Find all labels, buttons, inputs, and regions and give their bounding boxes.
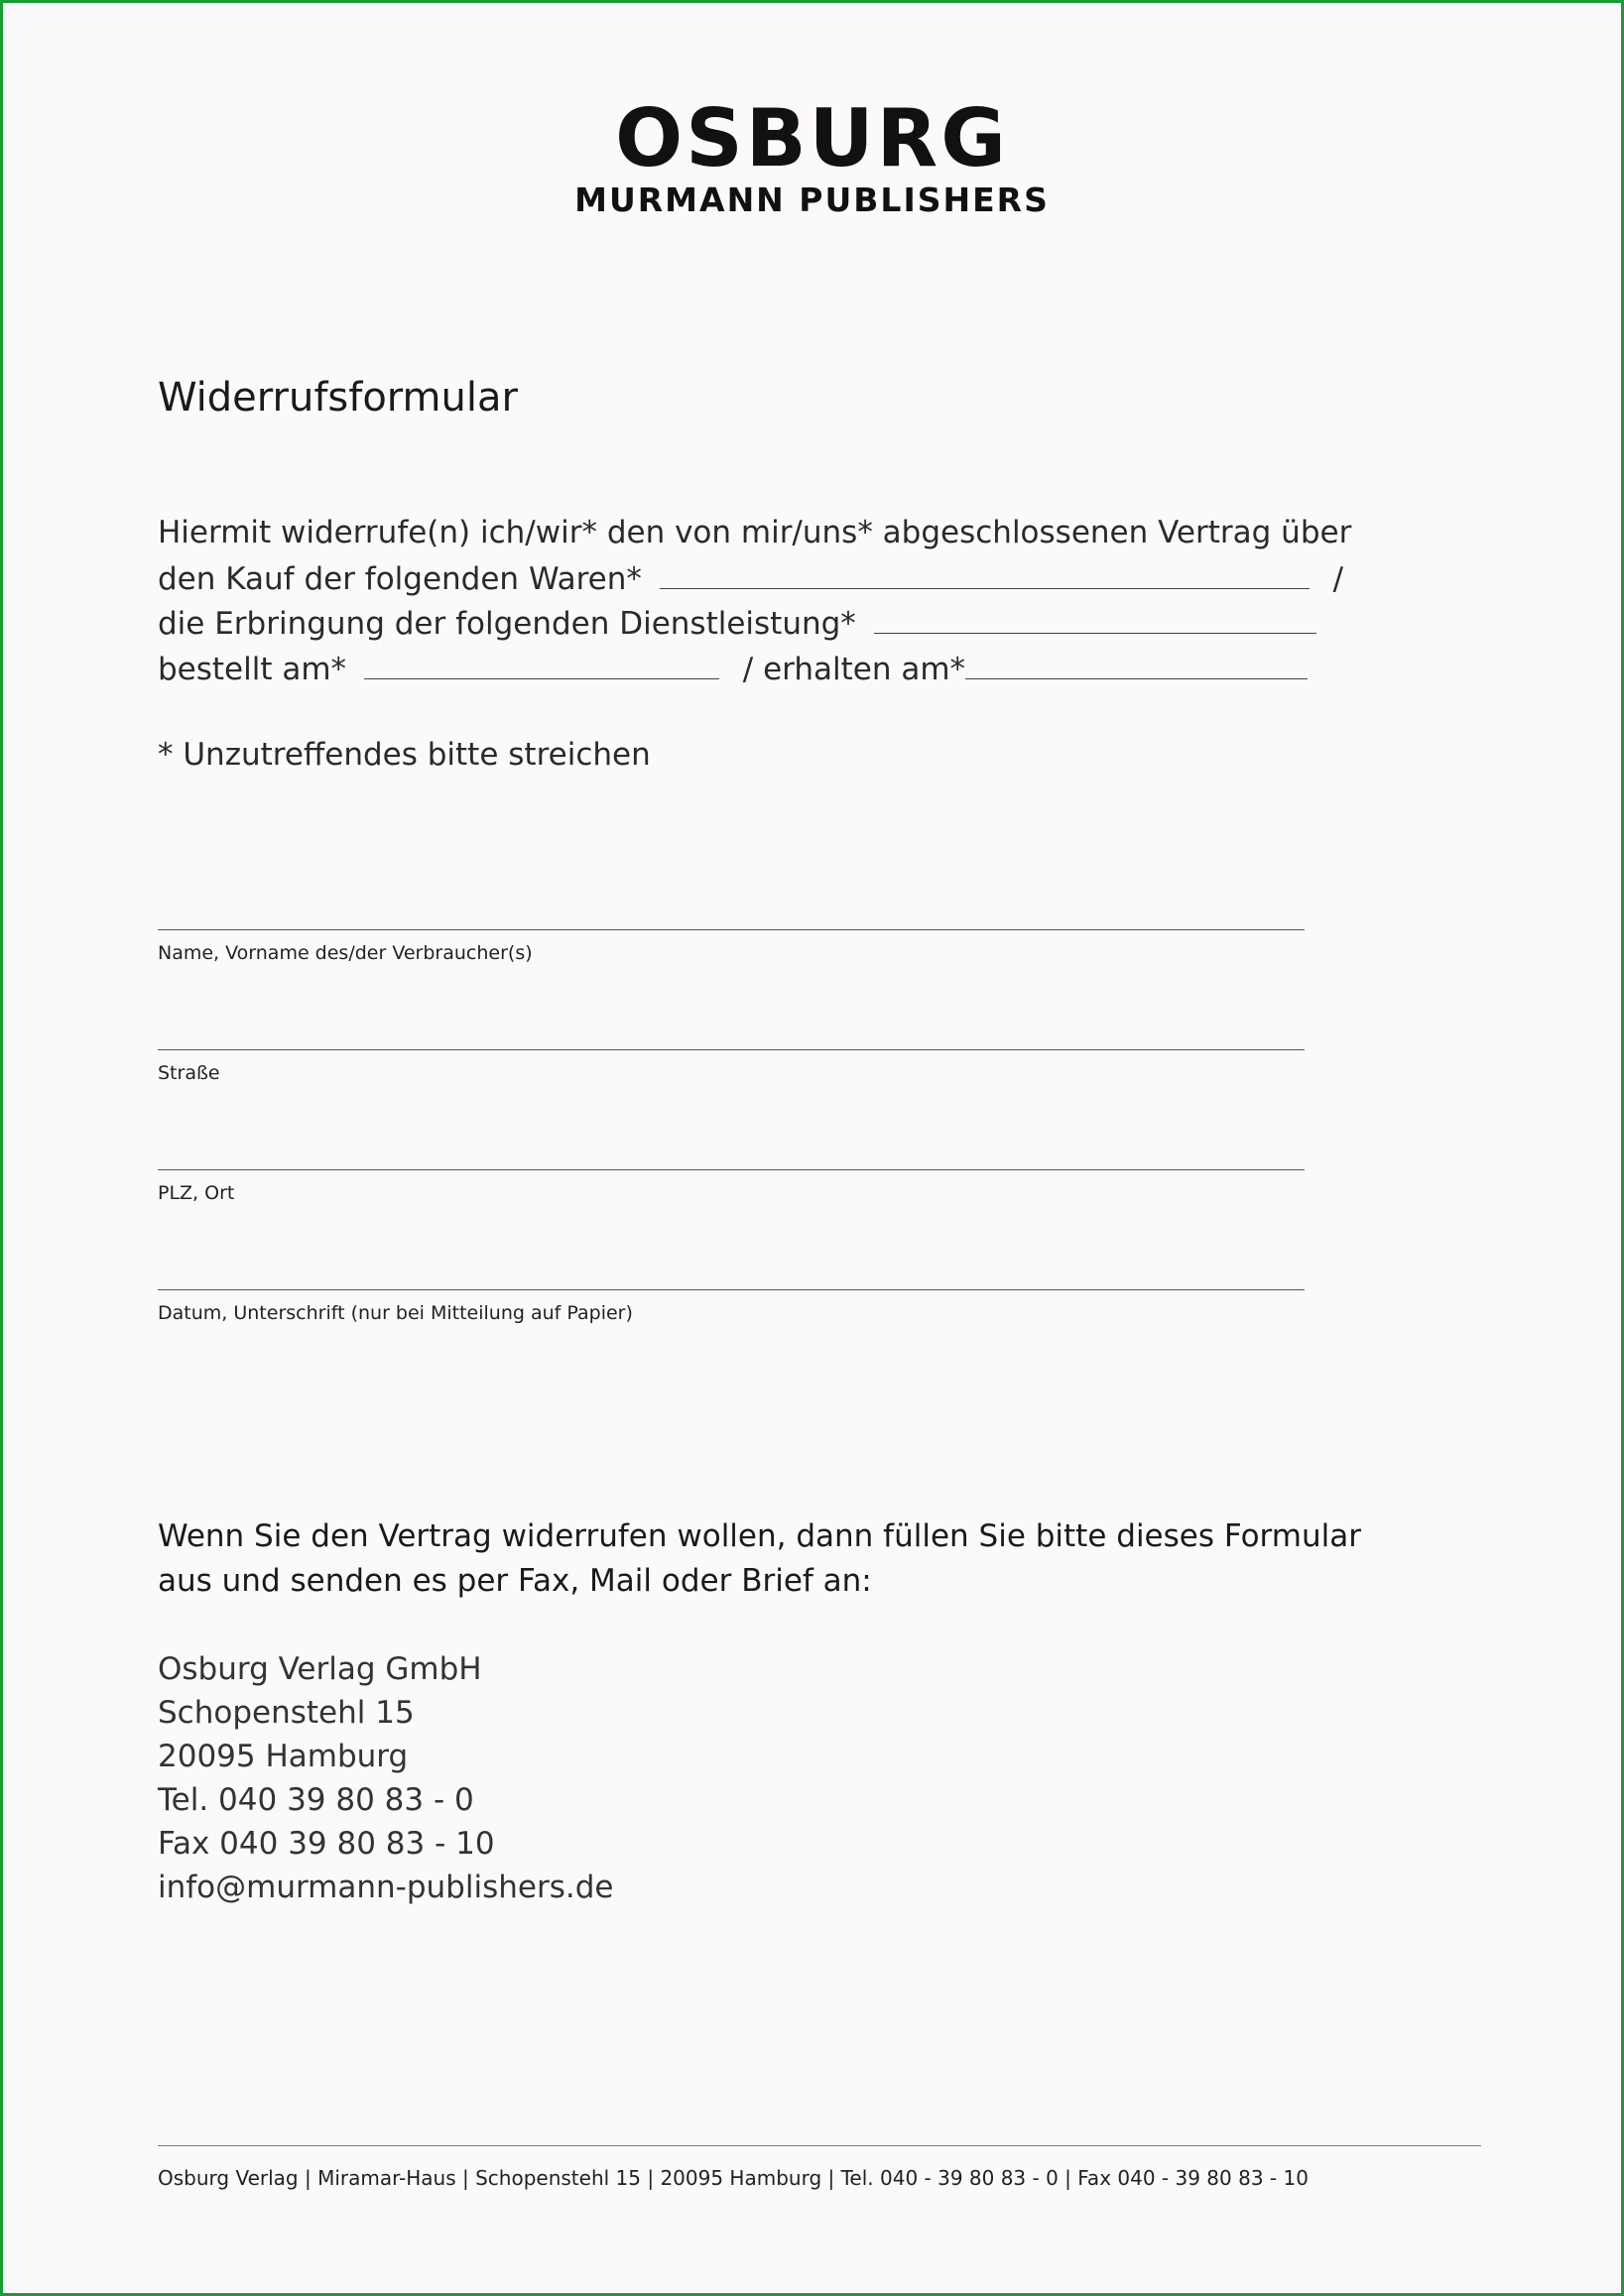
service-blank-field[interactable] xyxy=(874,601,1316,634)
goods-blank-field[interactable] xyxy=(660,556,1310,589)
zip-city-field-line[interactable] xyxy=(158,1169,1305,1170)
name-field-line[interactable] xyxy=(158,929,1305,930)
logo-sub-text: MURMANN PUBLISHERS xyxy=(574,181,1050,219)
statement-line-2 xyxy=(158,556,1348,602)
address-tel: Tel. 040 39 80 83 - 0 xyxy=(158,1782,474,1818)
footer-text: Osburg Verlag | Miramar-Haus | Schopenstehl 15 | 20095 Hamburg | Tel. 040 - 39 80 83 - 0 | Fax 040 - 39 80 83 - 10 xyxy=(158,2166,1309,2190)
zip-city-field-label: PLZ, Ort xyxy=(158,1182,235,1204)
goods-label: den Kauf der folgenden Waren* xyxy=(158,560,642,597)
address-street: Schopenstehl 15 xyxy=(158,1695,415,1731)
address-city: 20095 Hamburg xyxy=(158,1739,409,1774)
instructions-line-1: Wenn Sie den Vertrag widerrufen wollen, dann füllen Sie bitte dieses Formular xyxy=(158,1518,1361,1554)
service-label: die Erbringung der folgenden Dienstleistung* xyxy=(158,606,856,642)
statement-line-3 xyxy=(158,601,1348,647)
address-fax: Fax 040 39 80 83 - 10 xyxy=(158,1826,495,1862)
ordered-on-label: bestellt am* xyxy=(158,651,347,687)
statement-line-1: Hiermit widerrufe(n) ich/wir* den von mir/uns* abgeschlossenen Vertrag über xyxy=(158,515,1352,550)
recipient-address xyxy=(158,1647,613,1909)
address-email[interactable]: info@murmann-publishers.de xyxy=(158,1870,614,1905)
received-on-blank-field[interactable] xyxy=(965,647,1308,679)
name-field[interactable] xyxy=(158,929,1305,964)
footer-divider xyxy=(158,2145,1481,2146)
logo-main-text: OSBURG xyxy=(615,92,1009,184)
street-field[interactable] xyxy=(158,1049,1305,1084)
submission-instructions xyxy=(158,1514,1398,1604)
ordered-on-blank-field[interactable] xyxy=(364,647,719,679)
goods-slash: / xyxy=(1332,560,1344,597)
zip-city-field[interactable] xyxy=(158,1169,1305,1204)
withdrawal-statement xyxy=(158,511,1352,691)
date-signature-field-label: Datum, Unterschrift (nur bei Mitteilung auf Papier) xyxy=(158,1302,633,1324)
street-field-label: Straße xyxy=(158,1062,220,1084)
name-field-label: Name, Vorname des/der Verbraucher(s) xyxy=(158,942,533,964)
page-title: Widerrufsformular xyxy=(158,375,518,421)
date-signature-field[interactable] xyxy=(158,1289,1305,1324)
publisher-logo xyxy=(3,92,1621,220)
date-signature-field-line[interactable] xyxy=(158,1289,1305,1290)
street-field-line[interactable] xyxy=(158,1049,1305,1050)
instructions-line-2: aus und senden es per Fax, Mail oder Brief an: xyxy=(158,1563,872,1599)
statement-line-4 xyxy=(158,647,1348,692)
received-on-label: / erhalten am* xyxy=(742,651,966,687)
address-company: Osburg Verlag GmbH xyxy=(158,1651,482,1687)
footnote: * Unzutreffendes bitte streichen xyxy=(158,737,651,773)
